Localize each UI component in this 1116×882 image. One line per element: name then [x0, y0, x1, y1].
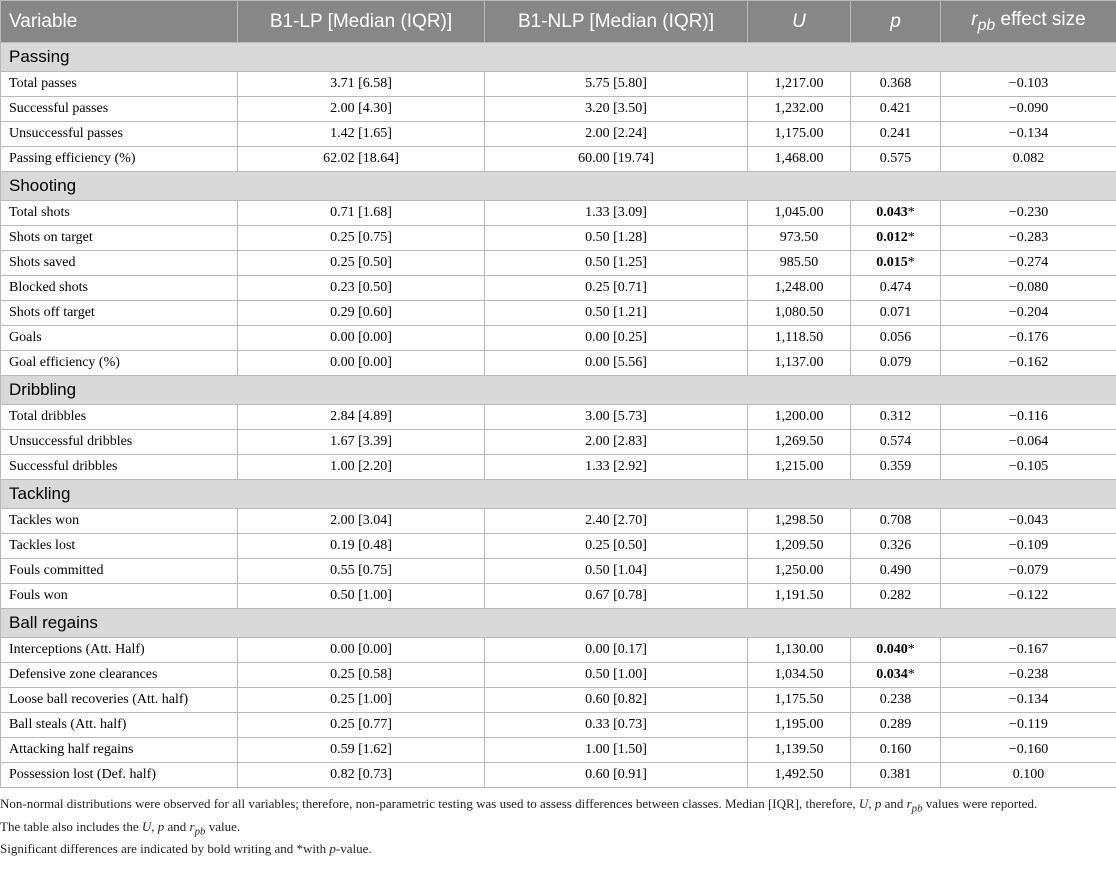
footnote-text: values were reported.	[922, 796, 1038, 811]
footnote-text: ,	[151, 818, 158, 834]
cell-b1lp: 0.55 [0.75]	[238, 559, 485, 584]
section-header	[1, 376, 1116, 405]
p-value: 0.241	[879, 126, 912, 141]
section-header	[1, 43, 1116, 72]
cell-b1lp: 0.82 [0.73]	[238, 763, 485, 788]
cell-rpb: −0.283	[941, 226, 1116, 251]
cell-p	[851, 430, 941, 455]
cell-variable: Unsuccessful dribbles	[1, 430, 238, 455]
cell-rpb: −0.109	[941, 534, 1116, 559]
table-row	[1, 326, 1116, 351]
cell-variable: Ball steals (Att. half)	[1, 713, 238, 738]
cell-p	[851, 276, 941, 301]
p-value: 0.282	[879, 588, 912, 603]
p-value: 0.421	[879, 101, 912, 116]
footnote-text: Non-normal distributions were observed for all variables; therefore, non-parametric testing was used to assess differences between classes. Median [IQR], therefore,	[0, 796, 859, 811]
cell-b1lp: 3.71 [6.58]	[238, 72, 485, 97]
cell-p	[851, 251, 941, 276]
cell-u: 1,298.50	[748, 509, 851, 534]
cell-variable: Fouls won	[1, 584, 238, 609]
cell-b1nlp: 1.00 [1.50]	[485, 738, 748, 763]
cell-b1nlp: 0.60 [0.91]	[485, 763, 748, 788]
cell-p	[851, 97, 941, 122]
cell-b1nlp: 1.33 [3.09]	[485, 201, 748, 226]
table-row	[1, 430, 1116, 455]
cell-p	[851, 455, 941, 480]
p-value: 0.574	[879, 434, 912, 449]
cell-variable: Goal efficiency (%)	[1, 351, 238, 376]
cell-u: 1,250.00	[748, 559, 851, 584]
footnote-text: and	[881, 796, 907, 811]
cell-p	[851, 763, 941, 788]
table-row	[1, 663, 1116, 688]
cell-rpb: −0.238	[941, 663, 1116, 688]
cell-b1lp: 0.29 [0.60]	[238, 301, 485, 326]
cell-b1nlp: 0.50 [1.04]	[485, 559, 748, 584]
cell-u: 1,045.00	[748, 201, 851, 226]
cell-rpb: −0.119	[941, 713, 1116, 738]
footnote-r: r	[906, 796, 912, 811]
cell-p	[851, 713, 941, 738]
footnote-includes	[0, 818, 1110, 841]
table-row	[1, 301, 1116, 326]
cell-b1lp: 0.19 [0.48]	[238, 534, 485, 559]
footnote-u: U	[858, 796, 869, 811]
table-row	[1, 147, 1116, 172]
cell-u: 1,080.50	[748, 301, 851, 326]
cell-rpb: −0.116	[941, 405, 1116, 430]
cell-u: 1,269.50	[748, 430, 851, 455]
cell-p	[851, 638, 941, 663]
table-header	[1, 1, 1116, 43]
cell-variable: Shots off target	[1, 301, 238, 326]
table-row	[1, 738, 1116, 763]
header-rpb	[941, 1, 1116, 43]
cell-p	[851, 72, 941, 97]
cell-b1lp: 1.00 [2.20]	[238, 455, 485, 480]
cell-b1lp: 0.23 [0.50]	[238, 276, 485, 301]
cell-rpb: −0.274	[941, 251, 1116, 276]
cell-b1nlp: 0.50 [1.25]	[485, 251, 748, 276]
cell-u: 1,200.00	[748, 405, 851, 430]
header-variable: Variable	[1, 1, 238, 43]
cell-p	[851, 663, 941, 688]
cell-b1lp: 0.25 [0.50]	[238, 251, 485, 276]
section-title: Tackling	[1, 480, 1116, 509]
cell-b1nlp: 2.00 [2.83]	[485, 430, 748, 455]
cell-b1nlp: 0.33 [0.73]	[485, 713, 748, 738]
cell-p	[851, 738, 941, 763]
cell-variable: Defensive zone clearances	[1, 663, 238, 688]
cell-rpb: −0.064	[941, 430, 1116, 455]
p-value: 0.708	[879, 513, 912, 528]
table-row	[1, 201, 1116, 226]
cell-variable: Shots saved	[1, 251, 238, 276]
footnote-u: U	[141, 818, 152, 834]
cell-b1lp: 0.25 [1.00]	[238, 688, 485, 713]
header-p: p	[851, 1, 941, 43]
footnote-r: r	[189, 818, 195, 834]
section-title: Shooting	[1, 172, 1116, 201]
p-value: 0.289	[879, 717, 912, 732]
header-rpb-sub: pb	[977, 16, 996, 34]
footnote-text: Significant differences are indicated by bold writing and *with	[0, 841, 330, 857]
cell-b1lp: 0.71 [1.68]	[238, 201, 485, 226]
header-rpb-r: r	[971, 8, 978, 30]
cell-b1lp: 1.67 [3.39]	[238, 430, 485, 455]
significance-marker: *	[907, 667, 915, 682]
footnote-p: p	[874, 796, 882, 811]
p-value: 0.071	[879, 305, 912, 320]
table-row	[1, 509, 1116, 534]
footnotes	[0, 795, 1110, 857]
footnote-significance	[0, 840, 1110, 857]
cell-p	[851, 405, 941, 430]
cell-b1nlp: 0.50 [1.00]	[485, 663, 748, 688]
header-u: U	[748, 1, 851, 43]
cell-rpb: −0.105	[941, 455, 1116, 480]
cell-variable: Total dribbles	[1, 405, 238, 430]
cell-u: 1,034.50	[748, 663, 851, 688]
cell-u: 973.50	[748, 226, 851, 251]
footnote-sub: pb	[194, 825, 206, 838]
cell-variable: Total passes	[1, 72, 238, 97]
cell-rpb: −0.079	[941, 559, 1116, 584]
p-value: 0.238	[879, 692, 912, 707]
table-row	[1, 97, 1116, 122]
p-value: 0.490	[879, 563, 912, 578]
p-value: 0.043	[876, 205, 908, 220]
cell-u: 1,248.00	[748, 276, 851, 301]
significance-marker: *	[907, 642, 915, 657]
table-row	[1, 226, 1116, 251]
cell-b1nlp: 0.60 [0.82]	[485, 688, 748, 713]
cell-p	[851, 584, 941, 609]
table-row	[1, 584, 1116, 609]
p-value: 0.381	[879, 767, 912, 782]
footnote-text: value.	[205, 818, 241, 834]
table-row	[1, 122, 1116, 147]
section-header	[1, 480, 1116, 509]
cell-b1nlp: 3.20 [3.50]	[485, 97, 748, 122]
cell-rpb: −0.176	[941, 326, 1116, 351]
cell-p	[851, 326, 941, 351]
table-row	[1, 559, 1116, 584]
table-row	[1, 72, 1116, 97]
p-value: 0.575	[879, 151, 912, 166]
cell-b1lp: 2.00 [3.04]	[238, 509, 485, 534]
cell-rpb: −0.230	[941, 201, 1116, 226]
cell-u: 1,217.00	[748, 72, 851, 97]
cell-rpb: −0.122	[941, 584, 1116, 609]
cell-b1nlp: 0.25 [0.71]	[485, 276, 748, 301]
p-value: 0.056	[879, 330, 912, 345]
table-row	[1, 351, 1116, 376]
cell-variable: Tackles lost	[1, 534, 238, 559]
cell-u: 1,209.50	[748, 534, 851, 559]
cell-rpb: −0.160	[941, 738, 1116, 763]
p-value: 0.368	[879, 76, 912, 91]
cell-b1nlp: 0.25 [0.50]	[485, 534, 748, 559]
p-value: 0.079	[879, 355, 912, 370]
p-value: 0.015	[876, 255, 908, 270]
cell-variable: Loose ball recoveries (Att. half)	[1, 688, 238, 713]
footnote-text: -value.	[335, 841, 372, 857]
cell-rpb: −0.043	[941, 509, 1116, 534]
cell-b1nlp: 0.00 [0.17]	[485, 638, 748, 663]
cell-u: 1,175.00	[748, 122, 851, 147]
cell-rpb: 0.082	[941, 147, 1116, 172]
cell-variable: Attacking half regains	[1, 738, 238, 763]
table-row	[1, 688, 1116, 713]
table-body	[1, 43, 1116, 788]
footnote-sub: pb	[911, 802, 923, 815]
footnote-text: and	[164, 818, 190, 834]
cell-b1nlp: 5.75 [5.80]	[485, 72, 748, 97]
cell-variable: Interceptions (Att. Half)	[1, 638, 238, 663]
cell-p	[851, 351, 941, 376]
p-value: 0.012	[876, 230, 908, 245]
cell-rpb: −0.204	[941, 301, 1116, 326]
cell-p	[851, 201, 941, 226]
p-value: 0.326	[879, 538, 912, 553]
cell-u: 1,175.50	[748, 688, 851, 713]
header-rpb-rest: effect size	[995, 8, 1086, 30]
cell-b1lp: 0.25 [0.77]	[238, 713, 485, 738]
cell-p	[851, 147, 941, 172]
cell-b1nlp: 0.00 [0.25]	[485, 326, 748, 351]
cell-p	[851, 688, 941, 713]
p-value: 0.474	[879, 280, 912, 295]
cell-b1lp: 0.25 [0.75]	[238, 226, 485, 251]
cell-b1lp: 0.00 [0.00]	[238, 326, 485, 351]
cell-u: 1,468.00	[748, 147, 851, 172]
cell-variable: Total shots	[1, 201, 238, 226]
cell-variable: Unsuccessful passes	[1, 122, 238, 147]
cell-rpb: 0.100	[941, 763, 1116, 788]
cell-b1nlp: 3.00 [5.73]	[485, 405, 748, 430]
cell-b1lp: 0.50 [1.00]	[238, 584, 485, 609]
cell-b1nlp: 0.00 [5.56]	[485, 351, 748, 376]
cell-b1lp: 0.00 [0.00]	[238, 351, 485, 376]
cell-u: 1,492.50	[748, 763, 851, 788]
cell-u: 985.50	[748, 251, 851, 276]
cell-u: 1,137.00	[748, 351, 851, 376]
significance-marker: *	[907, 205, 915, 220]
table-row	[1, 405, 1116, 430]
cell-variable: Fouls committed	[1, 559, 238, 584]
cell-rpb: −0.090	[941, 97, 1116, 122]
section-header	[1, 609, 1116, 638]
cell-b1lp: 0.00 [0.00]	[238, 638, 485, 663]
cell-p	[851, 301, 941, 326]
header-b1nlp: B1-NLP [Median (IQR)]	[485, 1, 748, 43]
cell-u: 1,139.50	[748, 738, 851, 763]
cell-rpb: −0.103	[941, 72, 1116, 97]
cell-u: 1,191.50	[748, 584, 851, 609]
cell-b1lp: 62.02 [18.64]	[238, 147, 485, 172]
significance-marker: *	[907, 255, 915, 270]
cell-variable: Possession lost (Def. half)	[1, 763, 238, 788]
significance-marker: *	[907, 230, 915, 245]
table-row	[1, 713, 1116, 738]
p-value: 0.359	[879, 459, 912, 474]
cell-u: 1,215.00	[748, 455, 851, 480]
section-title: Passing	[1, 43, 1116, 72]
section-header	[1, 172, 1116, 201]
cell-b1lp: 2.00 [4.30]	[238, 97, 485, 122]
cell-b1nlp: 2.40 [2.70]	[485, 509, 748, 534]
cell-u: 1,118.50	[748, 326, 851, 351]
cell-variable: Successful passes	[1, 97, 238, 122]
cell-variable: Successful dribbles	[1, 455, 238, 480]
cell-b1nlp: 1.33 [2.92]	[485, 455, 748, 480]
p-value: 0.312	[879, 409, 912, 424]
cell-b1nlp: 2.00 [2.24]	[485, 122, 748, 147]
cell-variable: Passing efficiency (%)	[1, 147, 238, 172]
cell-rpb: −0.167	[941, 638, 1116, 663]
table-row	[1, 534, 1116, 559]
table-row	[1, 638, 1116, 663]
cell-p	[851, 534, 941, 559]
table-row	[1, 251, 1116, 276]
cell-rpb: −0.162	[941, 351, 1116, 376]
table-row	[1, 276, 1116, 301]
cell-p	[851, 559, 941, 584]
cell-u: 1,195.00	[748, 713, 851, 738]
cell-p	[851, 509, 941, 534]
footnote-method	[0, 795, 1110, 818]
cell-variable: Goals	[1, 326, 238, 351]
section-title: Ball regains	[1, 609, 1116, 638]
footnote-text: ,	[868, 796, 875, 811]
cell-b1nlp: 0.50 [1.28]	[485, 226, 748, 251]
cell-u: 1,232.00	[748, 97, 851, 122]
cell-b1lp: 0.25 [0.58]	[238, 663, 485, 688]
cell-b1lp: 2.84 [4.89]	[238, 405, 485, 430]
cell-variable: Blocked shots	[1, 276, 238, 301]
table-row	[1, 763, 1116, 788]
p-value: 0.160	[879, 742, 912, 757]
cell-b1lp: 0.59 [1.62]	[238, 738, 485, 763]
p-value: 0.034	[876, 667, 908, 682]
section-title: Dribbling	[1, 376, 1116, 405]
footnote-p: p	[157, 818, 165, 834]
footnote-p: p	[329, 841, 336, 857]
cell-p	[851, 226, 941, 251]
cell-rpb: −0.134	[941, 688, 1116, 713]
cell-b1nlp: 60.00 [19.74]	[485, 147, 748, 172]
header-b1lp: B1-LP [Median (IQR)]	[238, 1, 485, 43]
footnote-text: The table also includes the	[0, 818, 142, 834]
cell-variable: Tackles won	[1, 509, 238, 534]
cell-b1nlp: 0.50 [1.21]	[485, 301, 748, 326]
cell-b1lp: 1.42 [1.65]	[238, 122, 485, 147]
cell-u: 1,130.00	[748, 638, 851, 663]
cell-rpb: −0.080	[941, 276, 1116, 301]
cell-variable: Shots on target	[1, 226, 238, 251]
table-row	[1, 455, 1116, 480]
cell-rpb: −0.134	[941, 122, 1116, 147]
cell-p	[851, 122, 941, 147]
p-value: 0.040	[876, 642, 908, 657]
cell-b1nlp: 0.67 [0.78]	[485, 584, 748, 609]
